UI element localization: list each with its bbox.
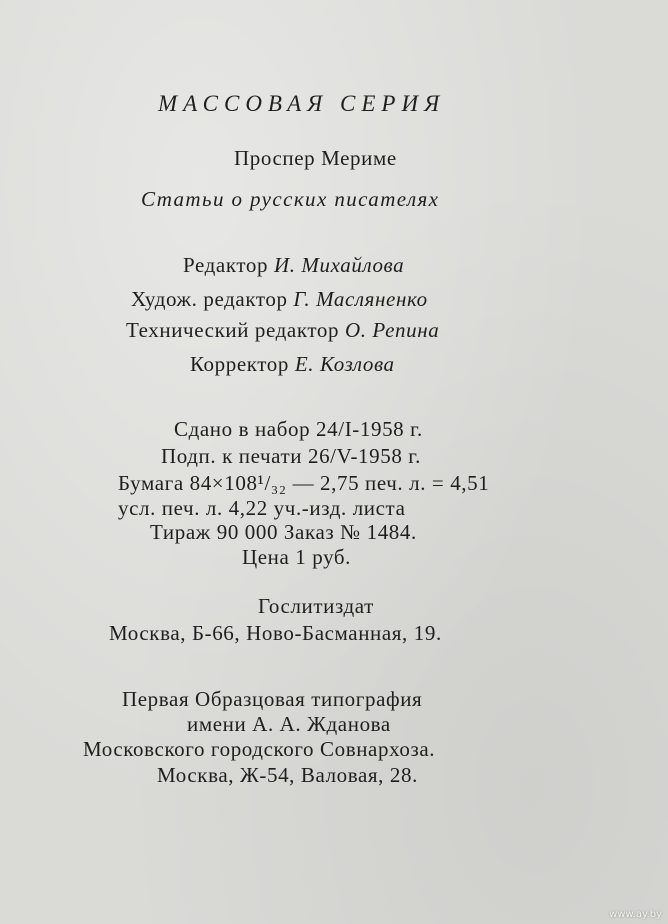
editor-credit bbox=[183, 253, 404, 277]
paper-format: Бумага 84×108¹/₃₂ — 2,75 печ. л. = 4,51 bbox=[118, 471, 490, 495]
art-editor-name: Г. Масляненко bbox=[293, 287, 428, 311]
signed-to-print-date: Подп. к печати 26/V-1958 г. bbox=[161, 444, 421, 468]
editor-name: И. Михайлова bbox=[273, 253, 405, 277]
publisher-address: Москва, Б-66, Ново-Басманная, 19. bbox=[109, 621, 442, 645]
series-title: МАССОВАЯ СЕРИЯ bbox=[158, 91, 446, 116]
printer-name: Первая Образцовая типография bbox=[122, 687, 423, 711]
tech-editor-name: О. Репина bbox=[344, 318, 440, 342]
art-editor-label: Худож. редактор bbox=[131, 287, 288, 311]
typesetting-date: Сдано в набор 24/I-1958 г. bbox=[174, 417, 423, 441]
printed-sheets: усл. печ. л. 4,22 уч.-изд. листа bbox=[118, 496, 406, 520]
print-run-order: Тираж 90 000 Заказ № 1484. bbox=[150, 520, 417, 544]
publisher-name: Гослитиздат bbox=[258, 594, 374, 618]
corrector-credit bbox=[190, 352, 395, 376]
corrector-label: Корректор bbox=[190, 352, 290, 376]
printer-council: Московского городского Совнархоза. bbox=[83, 737, 436, 761]
author-name: Проспер Мериме bbox=[234, 146, 397, 170]
corrector-name: Е. Козлова bbox=[294, 352, 395, 376]
book-title: Статьи о русских писателях bbox=[141, 187, 440, 211]
tech-editor-credit bbox=[126, 318, 439, 342]
price: Цена 1 руб. bbox=[242, 545, 352, 569]
tech-editor-label: Технический редактор bbox=[126, 318, 340, 342]
editor-label: Редактор bbox=[183, 253, 269, 277]
site-watermark: www.ay.by bbox=[609, 909, 662, 920]
printer-address: Москва, Ж-54, Валовая, 28. bbox=[157, 763, 418, 787]
art-editor-credit bbox=[131, 287, 428, 311]
printer-named-after: имени А. А. Жданова bbox=[187, 712, 391, 736]
